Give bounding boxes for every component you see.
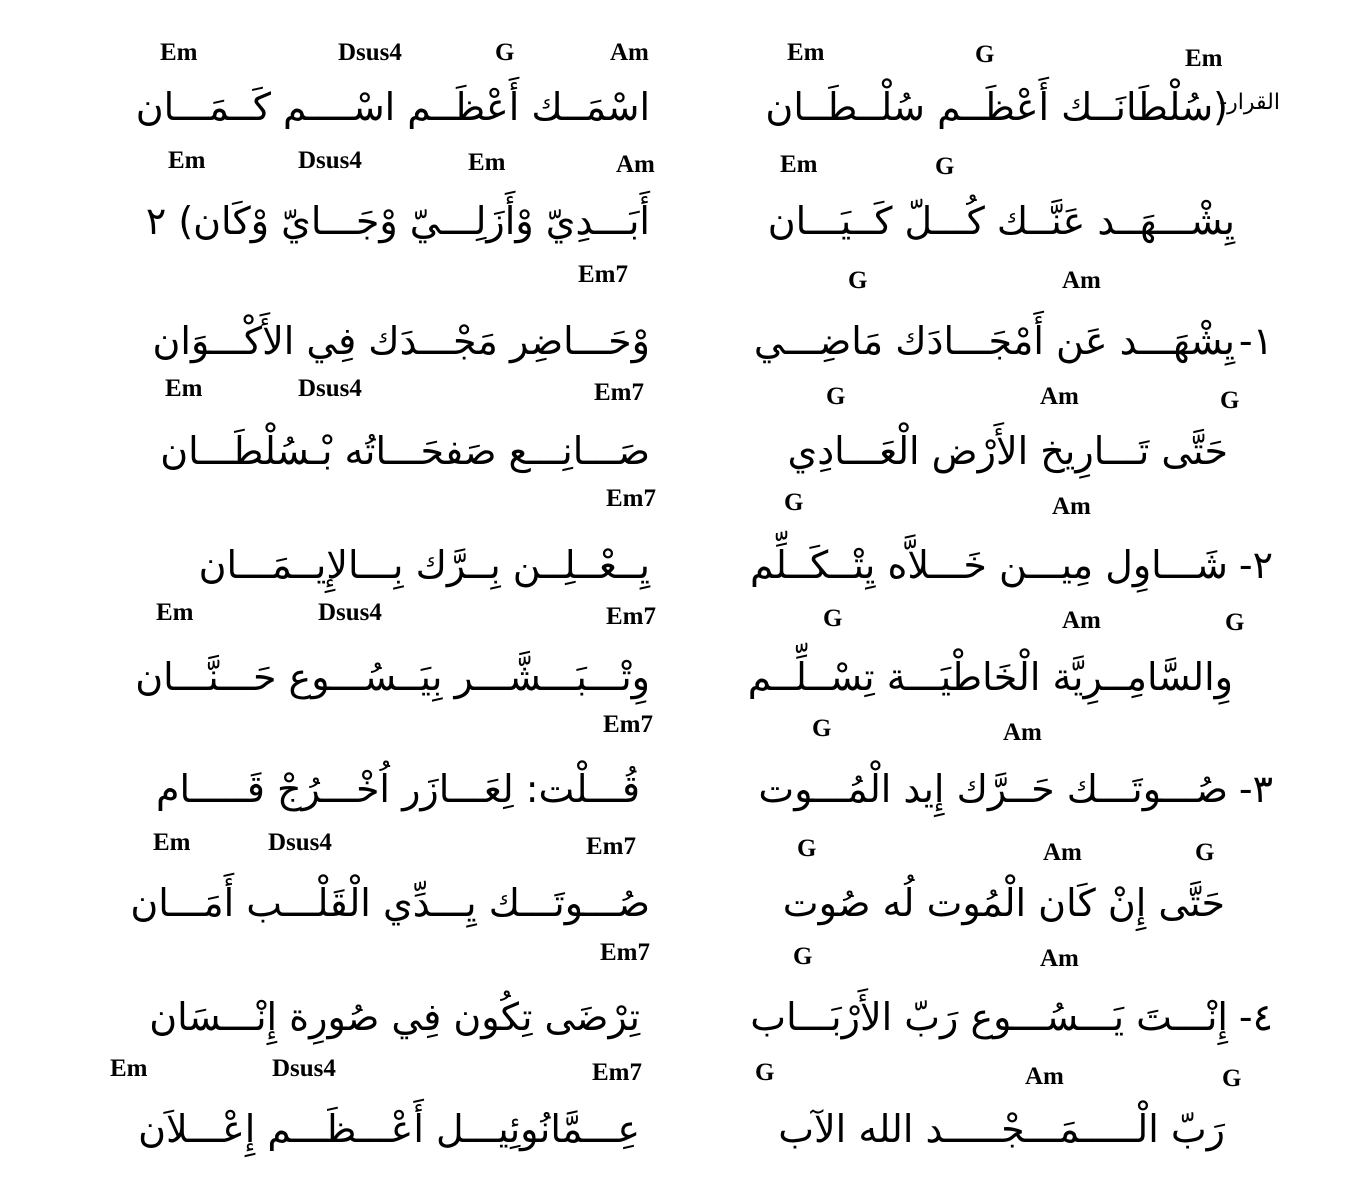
- chord: G: [935, 153, 955, 180]
- lyric-left: صَـــانِـــع صَفحَـــاتُه بْـسُلْطَـــان: [160, 429, 650, 473]
- chord: Em: [156, 599, 194, 626]
- lyric-left: أَبَـــدِيّ وْأَزَلِـــيّ وْجَـــايّ وْكَان) ٢: [145, 199, 650, 243]
- chord: Em: [1185, 45, 1223, 72]
- chord: Em7: [592, 1059, 642, 1086]
- chord: Em: [165, 375, 203, 402]
- chord: Em: [110, 1055, 148, 1082]
- chord: Em: [780, 151, 818, 178]
- chord: G: [755, 1059, 775, 1086]
- lyric-right: يِشْهَـــد عَن أَمْجَـــادَك مَاضِـــي: [753, 319, 1235, 363]
- chord: G: [848, 267, 868, 294]
- chord: G: [784, 489, 804, 516]
- chord: Em: [168, 147, 206, 174]
- chord: Am: [1003, 719, 1042, 746]
- chord: Dsus4: [268, 829, 332, 856]
- lyric-right: حَتَّى إِنْ كَان الْمُوت لُه صُوت: [782, 881, 1225, 925]
- lyric-right: شَـــاوِل مِيـــن خَـــلاَّه يِتْــكَــلِّم: [749, 543, 1228, 587]
- chord: Am: [1062, 607, 1101, 634]
- chord: Em7: [603, 711, 653, 738]
- verse-number: ١-: [1238, 319, 1273, 363]
- chord: Am: [1025, 1063, 1064, 1090]
- chord: Dsus4: [338, 39, 402, 66]
- lyric-left: وْحَـــاضِر مَجْـــدَك فِي الأَكْـــوَان: [152, 319, 650, 363]
- chord: Em7: [606, 485, 656, 512]
- lyric-right: إِنْـــتَ يَـــسُـــوع رَبّ الأَرْبَـــاب: [750, 995, 1228, 1039]
- lyric-left: يِــعْــلِــن بِــرَّك بِـــالإِيــمَـــان: [198, 543, 650, 587]
- verse-number: ٣-: [1238, 767, 1273, 811]
- chord: G: [793, 943, 813, 970]
- chord: G: [495, 39, 515, 66]
- chord: G: [975, 41, 995, 68]
- chord: Em7: [586, 833, 636, 860]
- lyric-left: وِتْـــبَـــشَّـــر بِيَــسُـــوع حَـــنَّـــان: [135, 655, 650, 699]
- chord: Am: [1052, 493, 1091, 520]
- chord: Am: [1062, 267, 1101, 294]
- chord: Dsus4: [318, 599, 382, 626]
- chord: G: [1195, 839, 1215, 866]
- chord: G: [1225, 609, 1245, 636]
- lyric-left: اسْمَــك أَعْظَــم اسْــــم كَــمَـــان: [135, 85, 650, 129]
- chord: Dsus4: [298, 375, 362, 402]
- chord: G: [1222, 1065, 1242, 1092]
- chord: Em: [160, 39, 198, 66]
- chord: Em7: [594, 379, 644, 406]
- lyric-right: رَبّ الْـــــمَـــجْـــــد الله الآب: [778, 1107, 1225, 1151]
- lyric-right: وِالسَّامِــرِيَّة الْخَاطْيَـــة تِسْــلِّــم: [747, 655, 1233, 699]
- chord: Em7: [606, 603, 656, 630]
- chord: G: [826, 383, 846, 410]
- chord: G: [823, 605, 843, 632]
- lyric-right: (سُلْطَانَــك أَعْظَــم سُلْــطَــان: [765, 85, 1228, 129]
- lyric-right: يِشْـــهَــد عَنَّــك كُـــلّ كَــيَـــان: [767, 199, 1235, 243]
- chord: Em: [787, 39, 825, 66]
- chord: Am: [1040, 383, 1079, 410]
- chord: Dsus4: [272, 1055, 336, 1082]
- chord: G: [797, 835, 817, 862]
- chord: Am: [610, 39, 649, 66]
- chorus-label: القرار-: [1219, 90, 1280, 115]
- chord: Em7: [600, 939, 650, 966]
- lyric-left: عِـــمَّانُوئِيـــل أَعْـــظَـــم إِعْـــلاَن: [138, 1107, 640, 1151]
- verse-number: ٢-: [1238, 543, 1273, 587]
- lyric-left: صُـــوتَـــك يِـــدِّي الْقَلْـــب أَمَـــان: [130, 881, 650, 925]
- lyric-left: قُـــلْت: لِعَـــازَر اُخْـــرُجْ قَـــــام: [156, 767, 640, 811]
- verse-number: ٤-: [1238, 995, 1273, 1039]
- chord: Em: [468, 149, 506, 176]
- chord: Em7: [578, 261, 628, 288]
- lyric-right: صُـــوتَـــك حَــرَّك إِيد الْمُـــوت: [758, 767, 1228, 811]
- chord: Em: [153, 829, 191, 856]
- chord: Am: [616, 151, 655, 178]
- chord: Am: [1043, 839, 1082, 866]
- chord: G: [812, 715, 832, 742]
- chord: Am: [1040, 945, 1079, 972]
- lyric-right: حَتَّى تَـــارِيخ الأَرْض الْعَـــادِي: [787, 429, 1228, 473]
- lyric-left: تِرْضَى تِكُون فِي صُورِة إِنْـــسَان: [149, 995, 640, 1039]
- chord: Dsus4: [298, 147, 362, 174]
- chord: G: [1220, 387, 1240, 414]
